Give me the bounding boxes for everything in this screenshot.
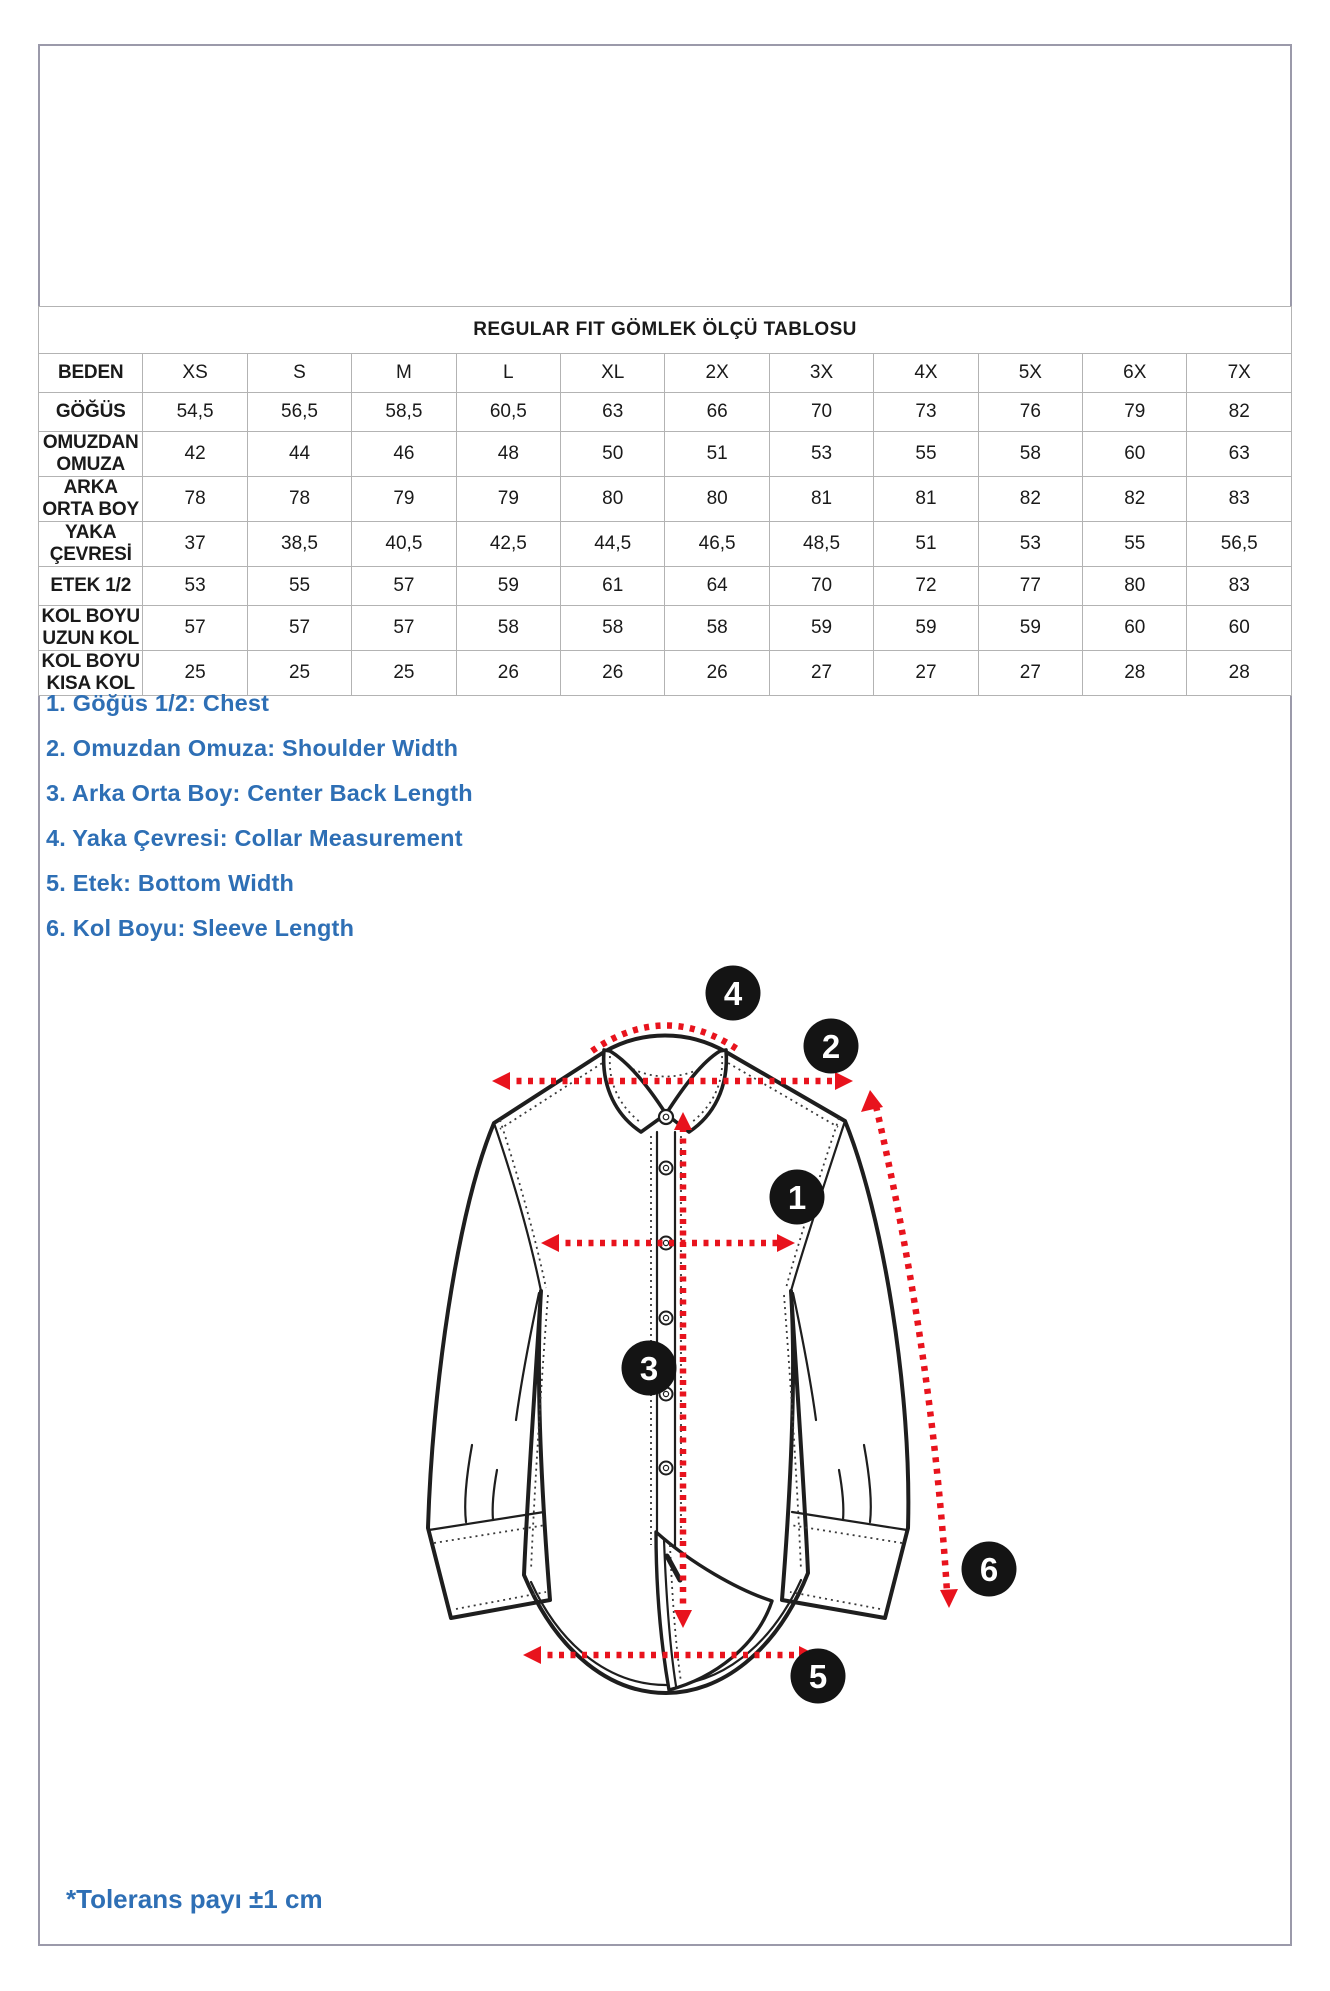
measure-badge-number: 1 bbox=[787, 1179, 807, 1216]
value-cell: 25 bbox=[352, 651, 456, 696]
value-cell: 56,5 bbox=[1187, 522, 1292, 567]
value-cell: 59 bbox=[769, 606, 873, 651]
value-cell: 25 bbox=[143, 651, 247, 696]
value-cell: 58,5 bbox=[352, 393, 456, 432]
value-cell: 50 bbox=[561, 432, 665, 477]
value-cell: 27 bbox=[769, 651, 873, 696]
value-cell: 79 bbox=[1083, 393, 1187, 432]
value-cell: 25 bbox=[247, 651, 351, 696]
value-cell: 55 bbox=[1083, 522, 1187, 567]
value-cell: 26 bbox=[561, 651, 665, 696]
value-cell: 6X bbox=[1083, 354, 1187, 393]
value-cell: 48 bbox=[456, 432, 560, 477]
value-cell: 40,5 bbox=[352, 522, 456, 567]
value-cell: 80 bbox=[561, 477, 665, 522]
measure-badge-number: 2 bbox=[821, 1028, 841, 1065]
value-cell: 42,5 bbox=[456, 522, 560, 567]
value-cell: 46,5 bbox=[665, 522, 769, 567]
value-cell: 26 bbox=[665, 651, 769, 696]
value-cell: 53 bbox=[769, 432, 873, 477]
tolerance-note: *Tolerans payı ±1 cm bbox=[66, 1884, 323, 1914]
value-cell: M bbox=[352, 354, 456, 393]
value-cell: 42 bbox=[143, 432, 247, 477]
value-cell: 83 bbox=[1187, 477, 1292, 522]
row-label-cell: KOL BOYU KISA KOL bbox=[39, 651, 143, 696]
value-cell: 59 bbox=[874, 606, 978, 651]
legend-item: 3. Arka Orta Boy: Center Back Length bbox=[46, 780, 473, 806]
value-cell: 53 bbox=[978, 522, 1082, 567]
value-cell: 81 bbox=[874, 477, 978, 522]
value-cell: 64 bbox=[665, 567, 769, 606]
value-cell: 59 bbox=[978, 606, 1082, 651]
value-cell: 7X bbox=[1187, 354, 1292, 393]
value-cell: 27 bbox=[874, 651, 978, 696]
collar-button bbox=[659, 1110, 673, 1124]
value-cell: 38,5 bbox=[247, 522, 351, 567]
value-cell: 58 bbox=[456, 606, 560, 651]
value-cell: 57 bbox=[143, 606, 247, 651]
value-cell: 57 bbox=[352, 606, 456, 651]
value-cell: 28 bbox=[1083, 651, 1187, 696]
value-cell: 82 bbox=[1083, 477, 1187, 522]
value-cell: L bbox=[456, 354, 560, 393]
value-cell: 5X bbox=[978, 354, 1082, 393]
value-cell: 60 bbox=[1083, 432, 1187, 477]
value-cell: 53 bbox=[143, 567, 247, 606]
value-cell: 79 bbox=[456, 477, 560, 522]
value-cell: 51 bbox=[874, 522, 978, 567]
measure-badge-number: 4 bbox=[723, 975, 743, 1012]
value-cell: 48,5 bbox=[769, 522, 873, 567]
value-cell: S bbox=[247, 354, 351, 393]
value-cell: 4X bbox=[874, 354, 978, 393]
value-cell: 56,5 bbox=[247, 393, 351, 432]
table-title: REGULAR FIT GÖMLEK ÖLÇÜ TABLOSU bbox=[39, 307, 1292, 354]
value-cell: 26 bbox=[456, 651, 560, 696]
value-cell: 82 bbox=[978, 477, 1082, 522]
value-cell: 78 bbox=[247, 477, 351, 522]
legend-item: 2. Omuzdan Omuza: Shoulder Width bbox=[46, 735, 459, 761]
value-cell: 78 bbox=[143, 477, 247, 522]
row-label-cell: GÖĞÜS bbox=[39, 393, 143, 432]
value-cell: 83 bbox=[1187, 567, 1292, 606]
legend-item: 1. Göğüs 1/2: Chest bbox=[46, 690, 270, 716]
value-cell: 27 bbox=[978, 651, 1082, 696]
value-cell: 82 bbox=[1187, 393, 1292, 432]
value-cell: 28 bbox=[1187, 651, 1292, 696]
value-cell: 37 bbox=[143, 522, 247, 567]
legend-item: 5. Etek: Bottom Width bbox=[46, 870, 295, 896]
value-cell: 80 bbox=[665, 477, 769, 522]
measure-badge-number: 6 bbox=[979, 1551, 999, 1588]
value-cell: XS bbox=[143, 354, 247, 393]
value-cell: 2X bbox=[665, 354, 769, 393]
value-cell: 63 bbox=[561, 393, 665, 432]
value-cell: 66 bbox=[665, 393, 769, 432]
row-label-cell: YAKA ÇEVRESİ bbox=[39, 522, 143, 567]
value-cell: 81 bbox=[769, 477, 873, 522]
value-cell: 61 bbox=[561, 567, 665, 606]
value-cell: 57 bbox=[352, 567, 456, 606]
value-cell: 58 bbox=[665, 606, 769, 651]
value-cell: 46 bbox=[352, 432, 456, 477]
row-label-cell: ETEK 1/2 bbox=[39, 567, 143, 606]
row-label-cell: OMUZDAN OMUZA bbox=[39, 432, 143, 477]
legend-item: 6. Kol Boyu: Sleeve Length bbox=[46, 915, 355, 941]
row-label-cell: BEDEN bbox=[39, 354, 143, 393]
value-cell: 60 bbox=[1187, 606, 1292, 651]
row-label-cell: KOL BOYU UZUN KOL bbox=[39, 606, 143, 651]
value-cell: 60 bbox=[1083, 606, 1187, 651]
value-cell: 63 bbox=[1187, 432, 1292, 477]
value-cell: 58 bbox=[561, 606, 665, 651]
value-cell: 60,5 bbox=[456, 393, 560, 432]
value-cell: 76 bbox=[978, 393, 1082, 432]
value-cell: 80 bbox=[1083, 567, 1187, 606]
value-cell: 57 bbox=[247, 606, 351, 651]
measure-badge-number: 5 bbox=[808, 1658, 828, 1695]
value-cell: 55 bbox=[247, 567, 351, 606]
value-cell: 54,5 bbox=[143, 393, 247, 432]
value-cell: 44,5 bbox=[561, 522, 665, 567]
value-cell: 55 bbox=[874, 432, 978, 477]
value-cell: 70 bbox=[769, 393, 873, 432]
measure-badge-number: 3 bbox=[639, 1350, 659, 1387]
value-cell: 59 bbox=[456, 567, 560, 606]
value-cell: 72 bbox=[874, 567, 978, 606]
value-cell: XL bbox=[561, 354, 665, 393]
value-cell: 79 bbox=[352, 477, 456, 522]
value-cell: 77 bbox=[978, 567, 1082, 606]
value-cell: 51 bbox=[665, 432, 769, 477]
row-label-cell: ARKA ORTA BOY bbox=[39, 477, 143, 522]
value-cell: 44 bbox=[247, 432, 351, 477]
value-cell: 70 bbox=[769, 567, 873, 606]
value-cell: 58 bbox=[978, 432, 1082, 477]
value-cell: 73 bbox=[874, 393, 978, 432]
legend-item: 4. Yaka Çevresi: Collar Measurement bbox=[46, 825, 463, 851]
value-cell: 3X bbox=[769, 354, 873, 393]
